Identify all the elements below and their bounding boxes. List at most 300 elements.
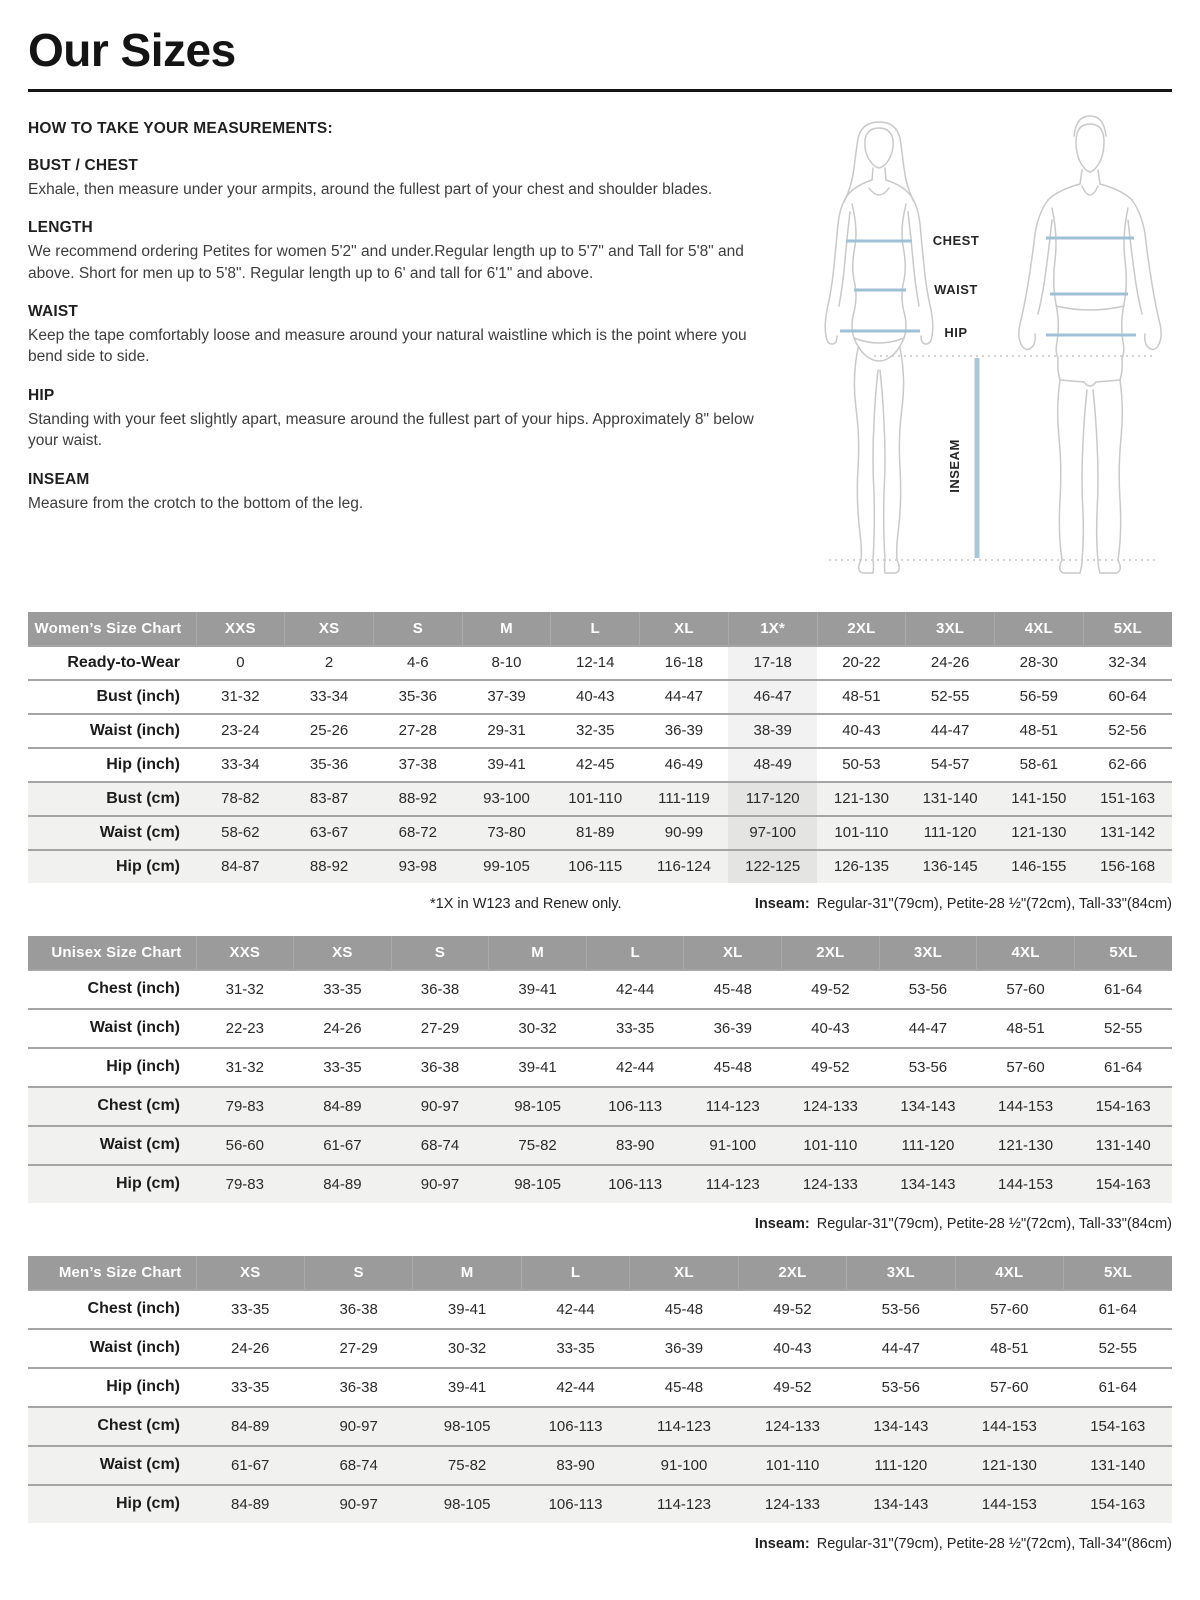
table-notes — [28, 1216, 1172, 1232]
size-cell: 25-26 — [309, 722, 349, 740]
size-cell: 131-142 — [1100, 824, 1156, 842]
size-cell: 84-89 — [323, 1175, 362, 1193]
size-cell: 53-56 — [908, 980, 948, 998]
size-cell: 154-163 — [1095, 1175, 1151, 1193]
inseam-note-text: Regular-31"(79cm), Petite-28 ½"(72cm), Tall-33"(84cm) — [812, 1215, 1172, 1232]
size-cell: 114-123 — [657, 1495, 711, 1513]
size-cell: 106-113 — [608, 1097, 663, 1115]
column-header: XL — [684, 936, 782, 970]
size-cell: 37-38 — [398, 756, 437, 774]
inseam-note — [755, 896, 1172, 912]
size-cell: 144-153 — [998, 1097, 1054, 1115]
column-header: M — [462, 612, 551, 646]
size-cell: 39-41 — [487, 756, 526, 774]
column-header: XL — [640, 612, 729, 646]
size-cell: 58-62 — [221, 824, 260, 842]
size-table — [28, 936, 1172, 1203]
size-cell: 131-140 — [922, 790, 978, 808]
column-header: 5XL — [1074, 936, 1172, 970]
column-header: L — [521, 1256, 629, 1290]
size-cell: 30-32 — [447, 1339, 487, 1357]
size-cell: 111-120 — [874, 1456, 928, 1474]
size-cell: 24-26 — [930, 654, 970, 672]
size-cell: 39-41 — [447, 1300, 487, 1318]
size-cell: 42-45 — [576, 756, 615, 774]
waist-label: WAIST — [934, 281, 978, 297]
measurement-section — [28, 471, 754, 514]
size-cell: 48-51 — [990, 1339, 1029, 1357]
inseam-note-text: Regular-31"(79cm), Petite-28 ½"(72cm), Tall-33"(84cm) — [812, 895, 1172, 912]
size-cell: 68-72 — [398, 824, 437, 842]
row-label: Waist (inch) — [89, 721, 180, 739]
column-header: 4XL — [977, 936, 1075, 970]
size-cell: 90-99 — [664, 824, 704, 842]
inseam-note — [755, 1216, 1172, 1232]
section-body: We recommend ordering Petites for women 5'2" and under.Regular length up to 5'7" and Tall for 5'8" and above. Short for men up to 5'8". Regular length up to 6' and tall for 6'1" and above. — [28, 243, 744, 282]
body-measurement-illustration — [774, 108, 1172, 574]
size-cell: 36-39 — [664, 722, 704, 740]
row-label: Hip (cm) — [116, 1175, 180, 1193]
size-cell: 79-83 — [225, 1097, 264, 1115]
size-cell: 31-32 — [225, 980, 264, 998]
header-row — [28, 612, 1172, 646]
size-cell: 27-29 — [339, 1339, 378, 1357]
table-notes — [28, 1536, 1172, 1552]
column-header: 3XL — [847, 1256, 955, 1290]
table-row — [28, 1126, 1172, 1165]
size-cell: 68-74 — [420, 1136, 460, 1154]
size-cell: 45-48 — [664, 1378, 704, 1396]
section-body: Exhale, then measure under your armpits, around the fullest part of your chest and shoulder blades. — [28, 180, 713, 198]
size-cell: 106-113 — [548, 1417, 603, 1435]
size-cell: 44-47 — [881, 1339, 921, 1357]
womens-size-chart — [28, 612, 1172, 912]
size-cell: 2 — [324, 654, 334, 672]
size-cell: 36-38 — [339, 1300, 378, 1318]
size-cell: 61-64 — [1098, 1300, 1137, 1318]
column-header: XL — [630, 1256, 738, 1290]
measurement-sections — [28, 157, 754, 514]
size-cell: 78-82 — [221, 790, 260, 808]
size-cell: 16-18 — [664, 654, 704, 672]
size-cell: 40-43 — [842, 722, 881, 740]
size-cell: 73-80 — [487, 824, 526, 842]
size-cell: 42-44 — [615, 980, 655, 998]
section-body: Standing with your feet slightly apart, measure around the fullest part of your hips. Approximately 8" below your waist. — [28, 410, 754, 450]
size-cell: 98-105 — [443, 1417, 491, 1435]
table-row — [28, 1329, 1172, 1368]
size-cell: 27-29 — [420, 1019, 460, 1037]
size-cell: 33-35 — [556, 1339, 595, 1357]
size-cell: 49-52 — [773, 1378, 812, 1396]
section-title: BUST / CHEST — [28, 156, 139, 174]
row-label: Chest (inch) — [87, 1300, 180, 1318]
size-cell: 61-67 — [323, 1136, 362, 1154]
size-cell: 52-55 — [930, 688, 970, 706]
size-cell: 39-41 — [518, 980, 557, 998]
table-row — [28, 680, 1172, 714]
title-divider — [28, 89, 1172, 92]
size-cell: 44-47 — [908, 1019, 948, 1037]
size-cell: 131-140 — [1095, 1136, 1151, 1154]
size-cell: 53-56 — [908, 1058, 948, 1076]
size-cell: 31-32 — [225, 1058, 264, 1076]
column-header: M — [413, 1256, 521, 1290]
measurement-section — [28, 219, 754, 284]
column-header: S — [391, 936, 489, 970]
row-label: Chest (inch) — [87, 980, 180, 998]
male-figure — [1019, 116, 1161, 573]
size-cell: 49-52 — [811, 1058, 850, 1076]
female-figure — [825, 122, 933, 573]
unisex-size-chart — [28, 936, 1172, 1232]
size-cell: 124-133 — [764, 1495, 820, 1513]
size-cell: 53-56 — [881, 1300, 921, 1318]
size-cell: 27-28 — [398, 722, 437, 740]
size-cell: 48-51 — [1019, 722, 1059, 740]
size-cell: 52-55 — [1098, 1339, 1137, 1357]
size-cell: 32-35 — [576, 722, 615, 740]
size-cell: 131-140 — [1090, 1456, 1146, 1474]
size-cell: 57-60 — [1006, 1058, 1045, 1076]
size-cell: 111-120 — [923, 824, 977, 842]
inseam-note — [755, 1536, 1172, 1552]
size-cell: 101-110 — [803, 1136, 858, 1154]
size-cell: 61-64 — [1103, 1058, 1143, 1076]
size-cell: 37-39 — [487, 688, 526, 706]
size-cell: 98-105 — [514, 1175, 561, 1193]
size-cell: 52-56 — [1108, 722, 1147, 740]
row-label: Bust (inch) — [96, 687, 180, 705]
size-cell: 124-133 — [802, 1097, 858, 1115]
size-cell: 44-47 — [664, 688, 704, 706]
table-title: Women’s Size Chart — [28, 612, 196, 646]
size-cell: 61-64 — [1098, 1378, 1137, 1396]
column-header: 4XL — [994, 612, 1083, 646]
size-cell: 122-125 — [728, 850, 817, 883]
size-cell: 79-83 — [225, 1175, 264, 1193]
column-header: 2XL — [782, 936, 880, 970]
size-cell: 121-130 — [998, 1136, 1054, 1154]
size-cell: 46-47 — [728, 680, 817, 714]
size-cell: 49-52 — [773, 1300, 812, 1318]
size-cell: 93-100 — [483, 790, 530, 808]
size-cell: 30-32 — [518, 1019, 557, 1037]
size-cell: 36-39 — [713, 1019, 752, 1037]
table-row — [28, 1165, 1172, 1203]
size-cell: 0 — [236, 654, 245, 672]
size-cell: 121-130 — [1011, 824, 1067, 842]
size-cell: 144-153 — [998, 1175, 1054, 1193]
size-cell: 46-49 — [664, 756, 704, 774]
size-cell: 88-92 — [309, 858, 349, 876]
size-table — [28, 612, 1172, 883]
size-cell: 81-89 — [576, 824, 615, 842]
tables-area — [28, 612, 1172, 1552]
size-cell: 29-31 — [487, 722, 526, 740]
chest-label: CHEST — [932, 232, 980, 248]
mens-size-chart — [28, 1256, 1172, 1552]
size-cell: 36-39 — [664, 1339, 704, 1357]
size-table — [28, 1256, 1172, 1523]
row-label: Chest (cm) — [97, 1417, 180, 1435]
size-cell: 48-51 — [842, 688, 881, 706]
size-cell: 63-67 — [309, 824, 349, 842]
size-cell: 24-26 — [231, 1339, 270, 1357]
size-cell: 91-100 — [660, 1456, 708, 1474]
size-cell: 134-143 — [873, 1495, 929, 1513]
row-label: Waist (inch) — [89, 1019, 180, 1037]
size-cell: 48-49 — [728, 748, 817, 782]
size-cell: 33-35 — [231, 1300, 270, 1318]
size-cell: 101-110 — [765, 1456, 820, 1474]
size-cell: 36-38 — [420, 980, 460, 998]
table-row — [28, 1485, 1172, 1523]
size-cell: 114-123 — [705, 1097, 760, 1115]
size-cell: 42-44 — [556, 1378, 595, 1396]
size-cell: 84-89 — [323, 1097, 362, 1115]
size-cell: 33-34 — [221, 756, 260, 774]
size-cell: 42-44 — [556, 1300, 595, 1318]
size-cell: 58-61 — [1019, 756, 1059, 774]
inseam-note-label: Inseam: — [754, 895, 810, 912]
size-cell: 101-110 — [834, 824, 889, 842]
size-cell: 90-97 — [420, 1175, 460, 1193]
column-header: XXS — [196, 936, 294, 970]
row-label: Waist (inch) — [89, 1339, 180, 1357]
column-header: 3XL — [906, 612, 995, 646]
size-cell: 39-41 — [447, 1378, 487, 1396]
table-row — [28, 1290, 1172, 1329]
table-row — [28, 714, 1172, 748]
size-cell: 106-115 — [568, 858, 623, 876]
size-cell: 68-74 — [339, 1456, 378, 1474]
size-cell: 52-55 — [1103, 1019, 1143, 1037]
row-label: Bust (cm) — [106, 789, 180, 807]
column-header: L — [586, 936, 684, 970]
column-header: M — [489, 936, 587, 970]
column-header: XS — [196, 1256, 304, 1290]
column-header: 5XL — [1083, 612, 1172, 646]
row-label: Hip (inch) — [106, 755, 180, 773]
hip-label: HIP — [944, 324, 968, 340]
table-title: Unisex Size Chart — [28, 936, 196, 970]
size-cell: 136-145 — [922, 858, 978, 876]
table-row — [28, 646, 1172, 680]
row-label: Waist (cm) — [99, 1136, 180, 1154]
size-cell: 93-98 — [398, 858, 437, 876]
size-cell: 28-30 — [1019, 654, 1059, 672]
measurement-section — [28, 387, 754, 452]
row-label: Ready-to-Wear — [67, 653, 180, 671]
size-cell: 141-150 — [1011, 790, 1067, 808]
table-title: Men’s Size Chart — [28, 1256, 196, 1290]
size-cell: 98-105 — [514, 1097, 561, 1115]
size-cell: 57-60 — [990, 1378, 1029, 1396]
size-cell: 111-120 — [901, 1136, 955, 1154]
size-cell: 156-168 — [1100, 858, 1156, 876]
size-cell: 50-53 — [842, 756, 881, 774]
size-cell: 134-143 — [900, 1097, 956, 1115]
size-cell: 151-163 — [1100, 790, 1156, 808]
page-title: Our Sizes — [28, 24, 236, 76]
size-cell: 154-163 — [1090, 1495, 1146, 1513]
size-cell: 75-82 — [518, 1136, 557, 1154]
size-cell: 54-57 — [930, 756, 970, 774]
size-cell: 39-41 — [518, 1058, 557, 1076]
size-cell: 106-113 — [548, 1495, 603, 1513]
size-cell: 106-113 — [608, 1175, 663, 1193]
size-cell: 83-90 — [615, 1136, 655, 1154]
size-cell: 22-23 — [225, 1019, 264, 1037]
size-cell: 32-34 — [1108, 654, 1147, 672]
size-cell: 20-22 — [842, 654, 881, 672]
section-body: Measure from the crotch to the bottom of the leg. — [28, 494, 364, 512]
size-cell: 40-43 — [811, 1019, 850, 1037]
measurement-section — [28, 303, 754, 368]
size-cell: 38-39 — [728, 714, 817, 748]
size-cell: 40-43 — [576, 688, 615, 706]
row-label: Hip (inch) — [106, 1058, 180, 1076]
column-header: 1X* — [728, 612, 817, 646]
size-cell: 45-48 — [664, 1300, 704, 1318]
size-cell: 97-100 — [728, 816, 817, 850]
column-header: 2XL — [817, 612, 906, 646]
table-row — [28, 1087, 1172, 1126]
row-label: Chest (cm) — [97, 1097, 180, 1115]
size-cell: 83-87 — [309, 790, 349, 808]
size-cell: 33-35 — [323, 980, 362, 998]
table-row — [28, 748, 1172, 782]
size-cell: 117-120 — [728, 782, 817, 816]
size-cell: 83-90 — [556, 1456, 595, 1474]
size-cell: 35-36 — [309, 756, 349, 774]
size-cell: 144-153 — [981, 1417, 1037, 1435]
size-cell: 75-82 — [447, 1456, 487, 1474]
column-header: XS — [294, 936, 392, 970]
size-cell: 53-56 — [881, 1378, 921, 1396]
table-notes — [28, 896, 1172, 912]
size-cell: 45-48 — [713, 1058, 752, 1076]
size-cell: 98-105 — [443, 1495, 491, 1513]
section-title: WAIST — [28, 303, 79, 321]
size-cell: 116-124 — [656, 858, 711, 876]
table-row — [28, 970, 1172, 1009]
table-row — [28, 1368, 1172, 1407]
size-cell: 57-60 — [1006, 980, 1045, 998]
column-header: 5XL — [1064, 1256, 1173, 1290]
size-cell: 23-24 — [221, 722, 260, 740]
size-cell: 33-35 — [615, 1019, 655, 1037]
instructions-heading: HOW TO TAKE YOUR MEASUREMENTS: — [28, 119, 333, 137]
table-row — [28, 1446, 1172, 1485]
section-title: INSEAM — [28, 470, 90, 488]
size-cell: 88-92 — [398, 790, 437, 808]
table-row — [28, 1048, 1172, 1087]
size-cell: 36-38 — [339, 1378, 378, 1396]
size-cell: 126-135 — [833, 858, 889, 876]
size-cell: 4-6 — [406, 654, 429, 672]
column-header: S — [304, 1256, 412, 1290]
row-label: Hip (inch) — [106, 1378, 180, 1396]
row-label: Waist (cm) — [99, 823, 180, 841]
column-header: XXS — [196, 612, 285, 646]
measurement-diagram-svg — [774, 108, 1172, 574]
table-row — [28, 1009, 1172, 1048]
size-cell: 90-97 — [420, 1097, 460, 1115]
row-label: Hip (cm) — [116, 857, 180, 875]
size-cell: 35-36 — [398, 688, 437, 706]
size-cell: 40-43 — [773, 1339, 812, 1357]
header-row — [28, 936, 1172, 970]
size-cell: 56-60 — [225, 1136, 264, 1154]
table-row — [28, 782, 1172, 816]
size-cell: 111-119 — [658, 790, 710, 808]
section-body: Keep the tape comfortably loose and measure around your natural waistline which is the point where you bend side to side. — [28, 327, 747, 366]
size-cell: 8-10 — [491, 654, 522, 672]
size-cell: 154-163 — [1095, 1097, 1151, 1115]
size-cell: 121-130 — [833, 790, 889, 808]
size-cell: 134-143 — [873, 1417, 929, 1435]
size-cell: 33-34 — [309, 688, 349, 706]
size-cell: 124-133 — [802, 1175, 858, 1193]
size-cell: 60-64 — [1108, 688, 1147, 706]
size-cell: 99-105 — [483, 858, 530, 876]
size-cell: 42-44 — [615, 1058, 655, 1076]
size-cell: 84-87 — [221, 858, 260, 876]
table-row — [28, 1407, 1172, 1446]
size-cell: 154-163 — [1090, 1417, 1146, 1435]
size-cell: 17-18 — [728, 646, 817, 680]
size-cell: 49-52 — [811, 980, 850, 998]
size-cell: 146-155 — [1011, 858, 1067, 876]
table-row — [28, 816, 1172, 850]
size-cell: 33-35 — [323, 1058, 362, 1076]
size-cell: 45-48 — [713, 980, 752, 998]
size-cell: 101-110 — [568, 790, 623, 808]
column-header: 4XL — [955, 1256, 1063, 1290]
inseam-note-text: Regular-31"(79cm), Petite-28 ½"(72cm), Tall-34"(86cm) — [812, 1535, 1172, 1552]
size-cell: 44-47 — [930, 722, 970, 740]
inseam-note-label: Inseam: — [754, 1215, 810, 1232]
size-cell: 91-100 — [709, 1136, 757, 1154]
table-footnote: *1X in W123 and Renew only. — [430, 895, 622, 912]
size-cell: 134-143 — [900, 1175, 956, 1193]
table-row — [28, 850, 1172, 883]
measurement-instructions — [28, 106, 754, 574]
header-row — [28, 1256, 1172, 1290]
size-cell: 36-38 — [420, 1058, 460, 1076]
size-cell: 90-97 — [339, 1417, 378, 1435]
size-cell: 48-51 — [1006, 1019, 1045, 1037]
size-cell: 12-14 — [576, 654, 615, 672]
size-cell: 61-64 — [1103, 980, 1143, 998]
column-header: XS — [285, 612, 374, 646]
inseam-note-label: Inseam: — [754, 1535, 810, 1552]
size-cell: 121-130 — [981, 1456, 1037, 1474]
inseam-label: INSEAM — [947, 439, 962, 493]
row-label: Hip (cm) — [116, 1495, 180, 1513]
size-cell: 84-89 — [231, 1417, 270, 1435]
size-cell: 31-32 — [221, 688, 260, 706]
measurement-section — [28, 157, 754, 200]
column-header: S — [373, 612, 462, 646]
size-cell: 124-133 — [764, 1417, 820, 1435]
row-label: Waist (cm) — [99, 1456, 180, 1474]
section-title: LENGTH — [28, 219, 93, 237]
size-cell: 61-67 — [231, 1456, 270, 1474]
size-cell: 56-59 — [1019, 688, 1059, 706]
